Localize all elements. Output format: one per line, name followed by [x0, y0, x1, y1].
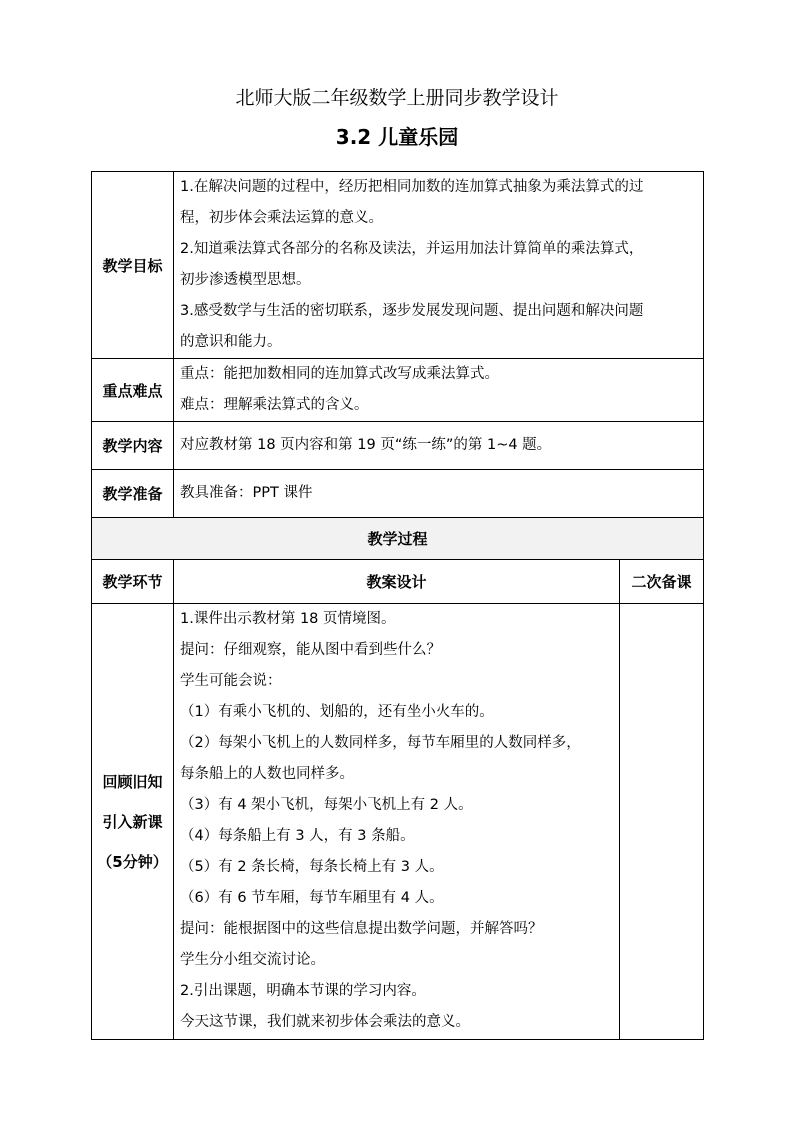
- design-line: 学生分小组交流讨论。: [180, 952, 325, 968]
- goals-line: 1.在解决问题的过程中，经历把相同加数的连加算式抽象为乘法算式的过: [180, 179, 644, 195]
- goals-row: [92, 172, 704, 359]
- notes-cell: [620, 604, 704, 1040]
- design-line: 提问：能根据图中的这些信息提出数学问题，并解答吗？: [180, 921, 543, 937]
- design-line: 每条船上的人数也同样多。: [180, 766, 354, 782]
- preparation-label: 教学准备: [92, 470, 174, 518]
- content-text: [174, 422, 704, 470]
- preparation-line: 教具准备：PPT 课件: [180, 485, 313, 501]
- goals-line: 2.知道乘法算式各部分的名称及读法，并运用加法计算简单的乘法算式，: [180, 241, 644, 257]
- process-columns-row: [92, 560, 704, 604]
- key-points-label: 重点难点: [92, 359, 174, 422]
- content-row: [92, 422, 704, 470]
- design-line: （1）有乘小飞机的、划船的，还有坐小火车的。: [180, 704, 494, 720]
- lesson-plan-table: [91, 171, 704, 1040]
- goals-line: 程，初步体会乘法运算的意义。: [180, 210, 383, 226]
- document-title: 北师大版二年级数学上册同步教学设计: [235, 87, 559, 109]
- goals-line: 3.感受数学与生活的密切联系，逐步发展发现问题、提出问题和解决问题: [180, 303, 644, 319]
- process-stage-row: [92, 604, 704, 1040]
- design-line: 学生可能会说：: [180, 673, 282, 689]
- stage-line: 引入新课: [102, 812, 163, 831]
- goals-line: 初步渗透模型思想。: [180, 272, 311, 288]
- stage-label: [92, 604, 174, 1040]
- column-header-notes: 二次备课: [620, 560, 704, 604]
- process-heading-row: [92, 518, 704, 560]
- design-line: （4）每条船上有 3 人，有 3 条船。: [180, 828, 415, 844]
- stage-line: 回顾旧知: [102, 772, 163, 791]
- design-content: [174, 604, 620, 1040]
- lesson-title: 3.2 儿童乐园: [335, 125, 459, 149]
- column-header-design: 教案设计: [174, 560, 620, 604]
- content-line: 对应教材第 18 页内容和第 19 页“练一练”的第 1~4 题。: [180, 437, 552, 453]
- key-point-line: 重点：能把加数相同的连加算式改写成乘法算式。: [180, 366, 499, 382]
- goals-content: [174, 172, 704, 359]
- design-line: （5）有 2 条长椅，每条长椅上有 3 人。: [180, 859, 444, 875]
- goals-label: 教学目标: [92, 172, 174, 359]
- column-header-stage: 教学环节: [92, 560, 174, 604]
- preparation-row: [92, 470, 704, 518]
- key-point-line: 难点：理解乘法算式的含义。: [180, 397, 369, 413]
- preparation-text: [174, 470, 704, 518]
- process-heading: 教学过程: [92, 518, 704, 560]
- design-line: 今天这节课，我们就来初步体会乘法的意义。: [180, 1014, 470, 1030]
- content-label: 教学内容: [92, 422, 174, 470]
- goals-line: 的意识和能力。: [180, 334, 282, 350]
- key-points-row: [92, 359, 704, 422]
- design-line: （6）有 6 节车厢，每节车厢里有 4 人。: [180, 890, 444, 906]
- stage-duration: （5分钟）: [97, 852, 168, 871]
- design-line: 2.引出课题，明确本节课的学习内容。: [180, 983, 426, 999]
- design-line: （3）有 4 架小飞机，每架小飞机上有 2 人。: [180, 797, 473, 813]
- design-line: 提问：仔细观察，能从图中看到些什么？: [180, 642, 441, 658]
- key-points-content: [174, 359, 704, 422]
- design-line: （2）每架小飞机上的人数同样多，每节车厢里的人数同样多，: [180, 735, 581, 751]
- design-line: 1.课件出示教材第 18 页情境图。: [180, 611, 396, 627]
